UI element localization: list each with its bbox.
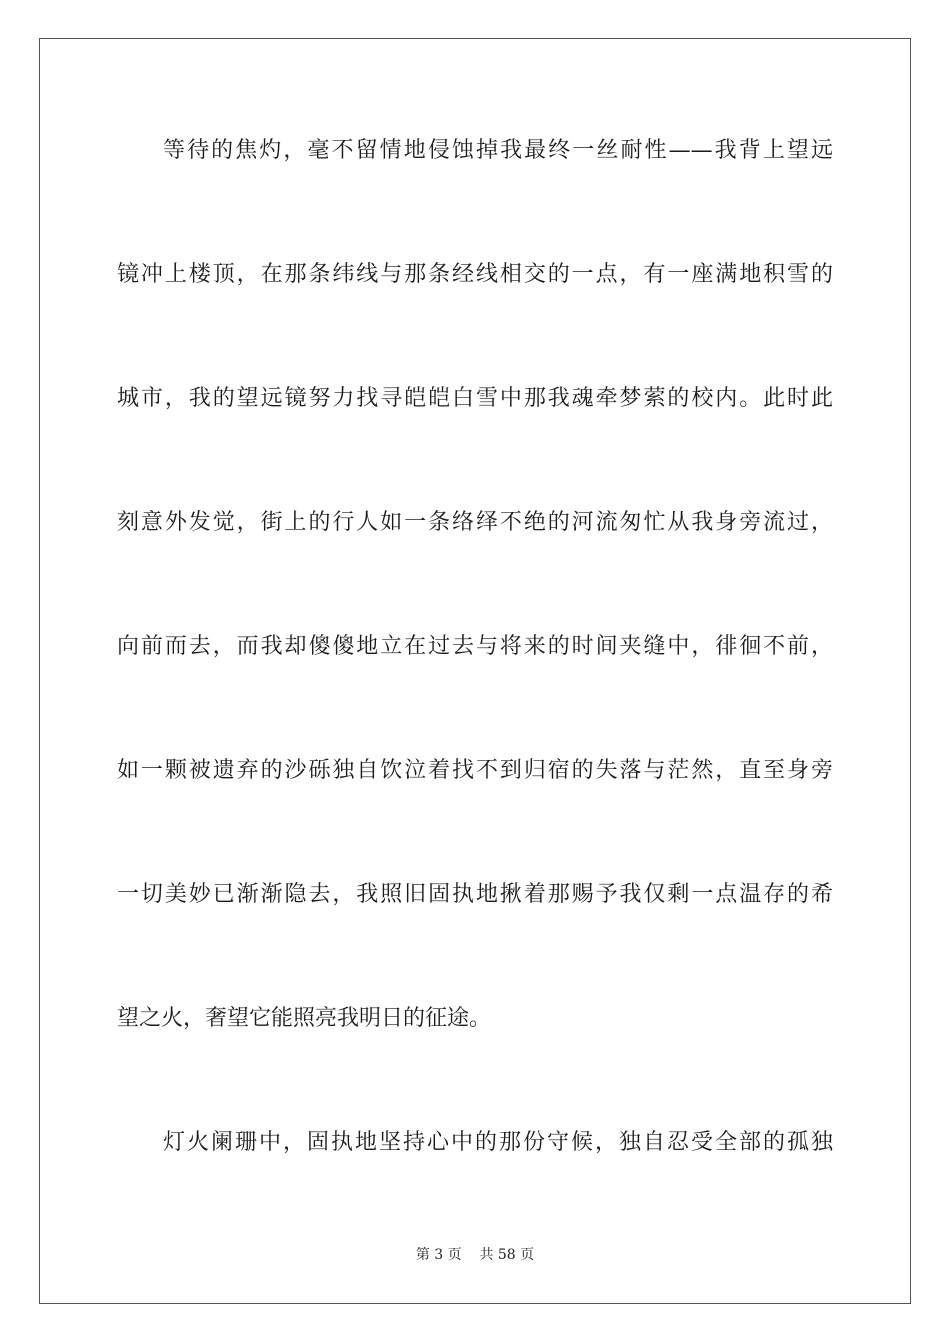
paragraph-line: 城市，我的望远镜努力找寻皑皑白雪中那我魂牵梦萦的校内。此时此	[117, 386, 833, 411]
paragraph-line: 如一颗被遗弃的沙砾独自饮泣着找不到归宿的失落与茫然，直至身旁	[117, 758, 833, 783]
page-total: 共 58 页	[479, 1247, 535, 1263]
page-footer	[0, 1245, 950, 1265]
page-border	[39, 38, 911, 1304]
paragraph-line: 望之火，奢望它能照亮我明日的征途。	[117, 1006, 492, 1031]
paragraph-line: 灯火阑珊中，固执地坚持心中的那份守候，独自忍受全部的孤独	[163, 1130, 833, 1155]
page-number: 第 3 页	[415, 1247, 462, 1263]
paragraph-line: 刻意外发觉，街上的行人如一条络绎不绝的河流匆忙从我身旁流过，	[117, 510, 833, 535]
paragraph-line: 镜冲上楼顶，在那条纬线与那条经线相交的一点，有一座满地积雪的	[117, 262, 833, 287]
paragraph-line: 一切美妙已渐渐隐去，我照旧固执地揪着那赐予我仅剩一点温存的希	[117, 882, 833, 907]
paragraph-line: 等待的焦灼，毫不留情地侵蚀掉我最终一丝耐性——我背上望远	[163, 138, 833, 163]
paragraph-line: 向前而去，而我却傻傻地立在过去与将来的时间夹缝中，徘徊不前，	[117, 634, 833, 659]
